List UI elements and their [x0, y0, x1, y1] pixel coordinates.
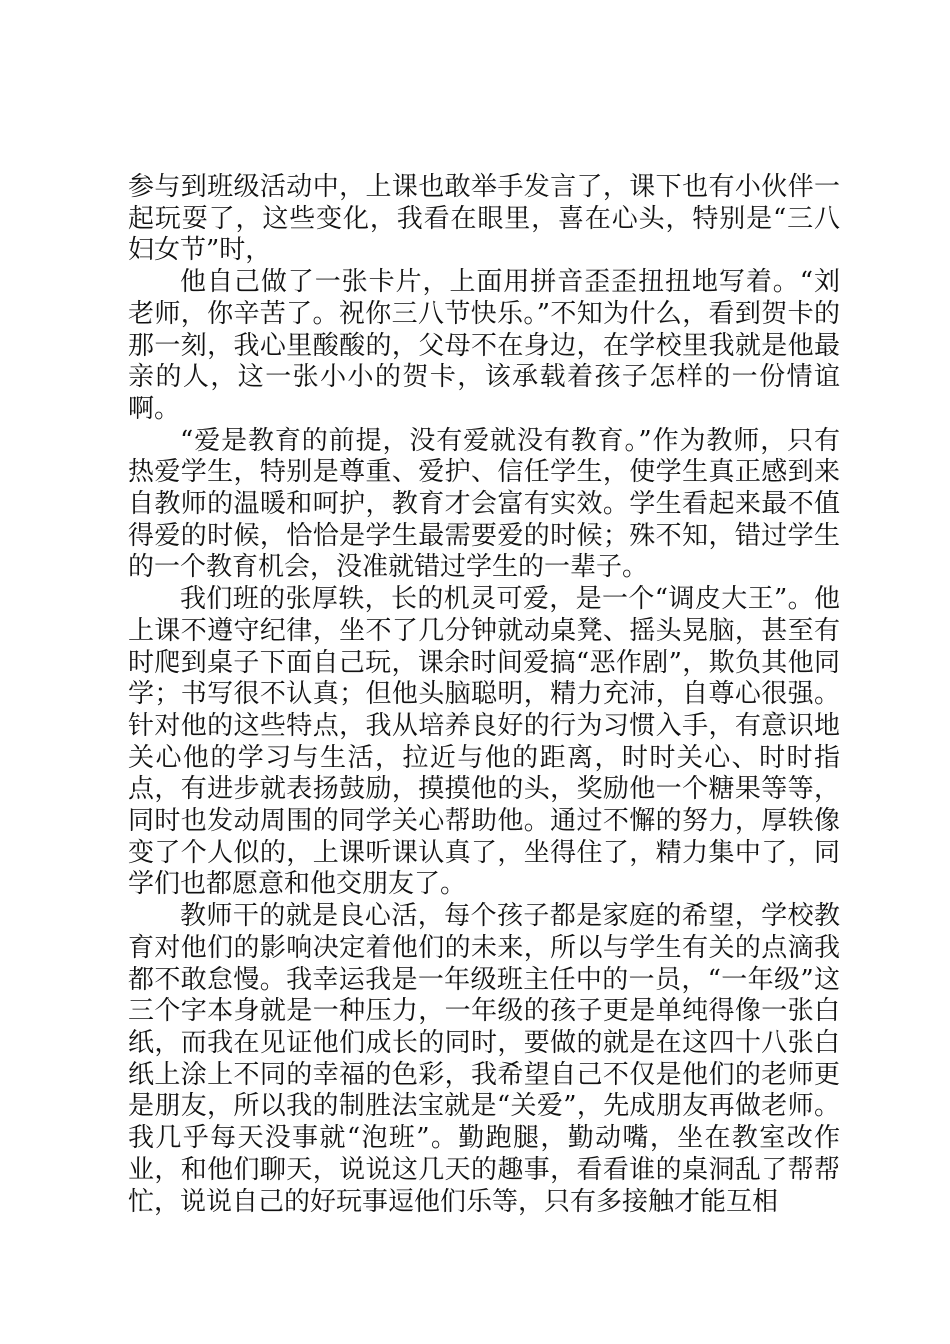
- paragraph-5: 教师干的就是良心活，每个孩子都是家庭的希望，学校教育对他们的影响决定着他们的未来，所以与学生有关的点滴我都不敢怠慢。我幸运我是一年级班主任中的一员，“一年级”这三个字本身就是一种压力，一年级的孩子更是单纯得像一张白纸，而我在见证他们成长的同时，要做的就是在这四十八张白纸上涂上不同的幸福的色彩，我希望自己不仅是他们的老师更是朋友，所以我的制胜法宝就是“关爱”，先成朋友再做老师。我几乎每天没事就“泡班”。勤跑腿，勤动嘴，坐在教室改作业，和他们聊天，说说这几天的趣事，看看谁的桌洞乱了帮帮忙，说说自己的好玩事逗他们乐等，只有多接触才能互相: [128, 901, 840, 1217]
- paragraph-4: 我们班的张厚轶，长的机灵可爱，是一个“调皮大王”。他上课不遵守纪律，坐不了几分钟就动桌凳、摇头晃脑，甚至有时爬到桌子下面自己玩，课余时间爱搞“恶作剧”，欺负其他同学；书写很不认真；但他头脑聪明，精力充沛，自尊心很强。针对他的这些特点，我从培养良好的行为习惯入手，有意识地关心他的学习与生活，拉近与他的距离，时时关心、时时指点，有进步就表扬鼓励，摸摸他的头，奖励他一个糖果等等，同时也发动周围的同学关心帮助他。通过不懈的努力，厚轶像变了个人似的，上课听课认真了，坐得住了，精力集中了，同学们也都愿意和他交朋友了。: [128, 584, 840, 900]
- body-text: [128, 172, 840, 1218]
- paragraph-3: “爱是教育的前提，没有爱就没有教育。”作为教师，只有热爱学生，特别是尊重、爱护、信任学生，使学生真正感到来自教师的温暖和呵护，教育才会富有实效。学生看起来最不值得爱的时候，恰恰是学生最需要爱的时候；殊不知，错过学生的一个教育机会，没准就错过学生的一辈子。: [128, 425, 840, 583]
- paragraph-2: 他自己做了一张卡片，上面用拼音歪歪扭扭地写着。“刘老师，你辛苦了。祝你三八节快乐。”不知为什么，看到贺卡的那一刻，我心里酸酸的，父母不在身边，在学校里我就是他最亲的人，这一张小小的贺卡，该承载着孩子怎样的一份情谊啊。: [128, 267, 840, 424]
- paragraph-1: 参与到班级活动中，上课也敢举手发言了，课下也有小伙伴一起玩耍了，这些变化，我看在眼里，喜在心头，特别是“三八妇女节”时，: [128, 172, 840, 266]
